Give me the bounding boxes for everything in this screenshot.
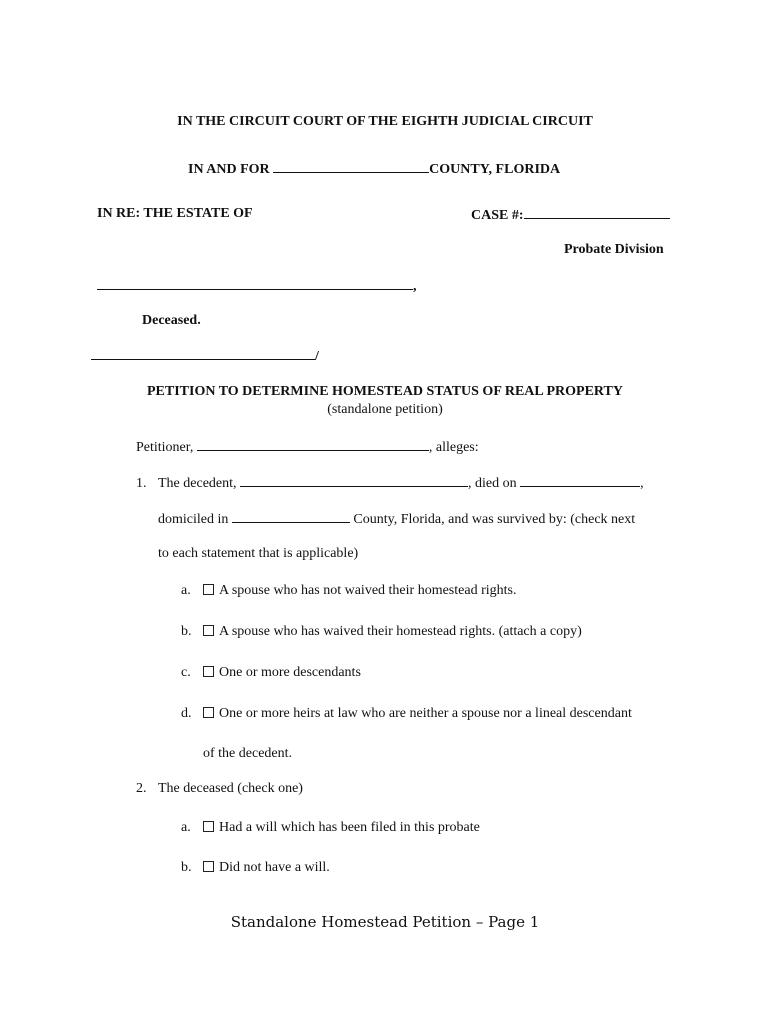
- option-label: a.: [181, 583, 191, 598]
- domicile-line: [158, 509, 635, 529]
- petitioner-suffix: , alleges:: [428, 440, 479, 455]
- case-number-blank[interactable]: [524, 205, 670, 219]
- petition-title: PETITION TO DETERMINE HOMESTEAD STATUS OF REAL PROPERTY: [147, 384, 623, 399]
- checkbox[interactable]: [203, 666, 214, 677]
- option-text: One or more descendants: [219, 665, 361, 680]
- item-2-line: [136, 780, 303, 798]
- option-label: c.: [181, 665, 191, 680]
- in-and-for-label: IN AND FOR: [188, 162, 270, 177]
- item-2-number: 2.: [136, 781, 147, 796]
- option-text: One or more heirs at law who are neither a spouse nor a lineal descendant: [219, 706, 632, 721]
- name-comma: ,: [413, 279, 417, 294]
- item-1-number: 1.: [136, 476, 147, 491]
- petitioner-prefix: Petitioner,: [136, 440, 194, 455]
- court-heading: IN THE CIRCUIT COURT OF THE EIGHTH JUDICIAL CIRCUIT: [177, 114, 593, 129]
- option-text: Did not have a will.: [219, 860, 330, 875]
- option-text: A spouse who has not waived their homestead rights.: [219, 583, 517, 598]
- checkbox[interactable]: [203, 584, 214, 595]
- deceased-label: Deceased.: [142, 313, 201, 328]
- option-2a: [181, 819, 480, 837]
- decedent-name-line: [97, 276, 417, 296]
- checkbox[interactable]: [203, 861, 214, 872]
- option-label: b.: [181, 860, 192, 875]
- case-label: CASE #:: [471, 208, 524, 223]
- option-1b: [181, 623, 582, 641]
- decedent-prefix: The decedent,: [158, 476, 237, 491]
- in-re-label: IN RE: THE ESTATE OF: [97, 206, 253, 221]
- decedent-name-blank[interactable]: [97, 276, 413, 290]
- page-footer: Standalone Homestead Petition – Page 1: [230, 913, 540, 931]
- option-text: A spouse who has waived their homestead rights. (attach a copy): [219, 624, 582, 639]
- petitioner-line: [136, 437, 479, 457]
- domicile-county-blank[interactable]: [232, 509, 350, 523]
- option-label: b.: [181, 624, 192, 639]
- option-label: a.: [181, 820, 191, 835]
- option-1d: [181, 705, 632, 723]
- date-comma: ,: [640, 476, 644, 491]
- caption-end-line: [91, 346, 319, 366]
- option-1d-continued: of the decedent.: [203, 746, 293, 761]
- division-label: Probate Division: [564, 242, 664, 257]
- option-2b: [181, 859, 330, 877]
- caption-rule: [91, 346, 315, 360]
- death-date-blank[interactable]: [520, 473, 640, 487]
- item-1-line: [136, 473, 644, 493]
- decedent-blank[interactable]: [240, 473, 468, 487]
- county-florida-text: County, Florida, and was survived by: (check next: [353, 512, 636, 527]
- option-1a: [181, 582, 516, 600]
- county-line: [188, 159, 560, 179]
- checkbox[interactable]: [203, 821, 214, 832]
- caption-slash: /: [315, 349, 319, 364]
- option-1c: [181, 664, 361, 682]
- county-name-blank[interactable]: [273, 159, 429, 173]
- item-2-text: The deceased (check one): [158, 781, 303, 796]
- case-number-line: [471, 205, 670, 225]
- checkbox[interactable]: [203, 707, 214, 718]
- county-suffix: COUNTY, FLORIDA: [429, 162, 561, 177]
- checkbox[interactable]: [203, 625, 214, 636]
- petition-subtitle: (standalone petition): [327, 402, 443, 417]
- option-label: d.: [181, 706, 192, 721]
- petitioner-name-blank[interactable]: [197, 437, 429, 451]
- applicable-text: to each statement that is applicable): [158, 546, 359, 561]
- option-text: Had a will which has been filed in this probate: [219, 820, 480, 835]
- died-on-label: , died on: [468, 476, 517, 491]
- domiciled-in-label: domiciled in: [158, 512, 229, 527]
